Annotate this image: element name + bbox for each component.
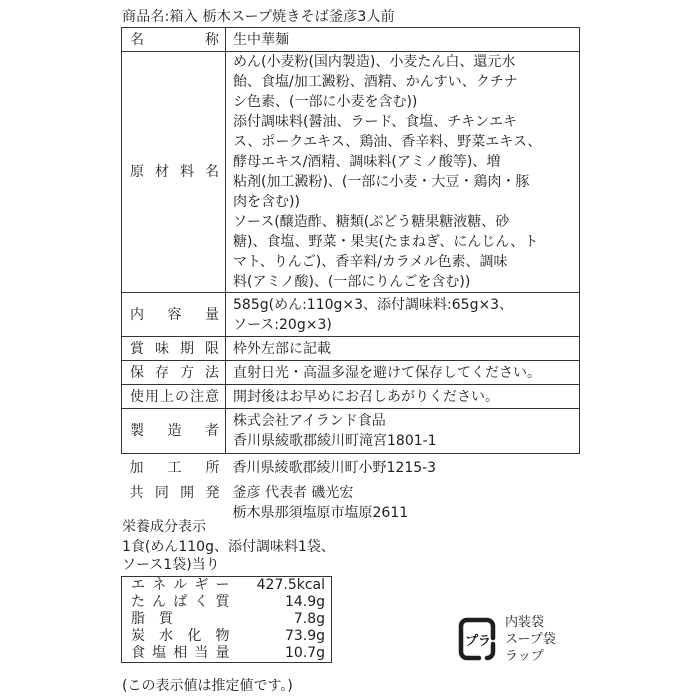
nutrient-value: 14.9g [284,594,325,610]
ingredients-seasoning [233,112,573,212]
nutrient-name: エネルギー [131,577,230,593]
nutrient-name: 食塩相当量 [131,645,230,661]
label-key: 保 存 方 法 [122,361,226,385]
label-row-joint-development [122,483,580,523]
label-key: 共 同 開 発 [129,484,220,501]
text-line: 釜彦 代表者 磯光宏 [232,484,354,501]
product-name: 商品名:箱入 栃木スープ焼きそば釜彦3人前 [122,9,395,25]
nutrient-name: たんぱく質 [131,594,230,610]
recycle-mark [457,614,556,665]
label-row-manufacturer [122,409,580,454]
text-line: 肉を含む)) [233,194,300,210]
nutrient-value: 427.5kcal [256,577,325,593]
nutrition-row [122,594,332,611]
text-line: 香川県綾歌郡綾川町滝宮1801-1 [233,433,437,449]
recycle-target: 内装袋 [505,615,545,630]
recycle-target-list [505,614,556,665]
label-value: 生中華麺 [226,28,580,52]
label-value: 開封後はお早めにお召しあがりください。 [226,385,580,409]
text-line: 1食(めん110g、添付調味料1袋、 [122,539,335,555]
recycle-target: ラップ [505,649,544,664]
label-row-best-before [122,337,580,361]
plastic-recycle-icon [457,614,501,664]
nutrition-basis [122,538,335,574]
text-line: 料(アミノ酸)、(一部にりんごを含む)) [233,274,471,290]
nutrient-name: 脂 質 [131,611,173,627]
text-line: 栃木県那須塩原市塩原2611 [232,504,409,521]
label-value: 香川県綾歌郡綾川町小野1215-3 [232,460,437,477]
text-line: 糖)、食塩、野菜・果実(たまねぎ、にんじん、ト [233,234,539,250]
label-key: 名 称 [122,28,226,52]
nutrition-row [122,611,332,628]
text-line: 添付調味料(醤油、ラード、食塩、チキンエキ [233,114,518,130]
nutrient-value: 10.7g [284,645,325,661]
text-line: 粘剤(加工澱粉)、(一部に小麦・大豆・鶏肉・豚 [233,174,530,190]
nutrition-heading: 栄養成分表示 [122,519,206,535]
text-line: シ色素、(一部に小麦を含む)) [233,94,418,110]
text-line: ス、ポークエキス、鶏油、香辛料、野菜エキス、 [233,134,542,150]
label-row-name [122,28,580,52]
text-line: 酵母エキス/酒精、調味料(アミノ酸等)、増 [233,154,501,170]
text-line: 585g(めん:110g×3、添付調味料:65g×3、 [233,296,514,313]
label-key: 使用上の注意 [122,385,226,409]
ingredients-noodles [233,52,573,112]
text-line: 飴、食塩/加工澱粉、酒精、かんすい、クチナ [233,74,518,90]
label-value: 直射日光・高温多湿を避けて保存してください。 [226,361,580,385]
nutrition-row [122,577,332,595]
nutrition-note: (この表示値は推定値です。) [122,678,293,694]
text-line: マト、りんご)、香辛料/カラメル色素、調味 [233,254,508,270]
nutrition-table [121,576,332,663]
label-key: 賞 味 期 限 [122,337,226,361]
label-key: 製 造 者 [122,409,226,454]
nutrition-row [122,645,332,663]
text-line: 株式会社アイランド食品 [233,413,386,429]
nutrition-row [122,628,332,645]
recycle-mark-text: プラ [464,634,492,649]
label-row-storage [122,361,580,385]
label-value: 枠外左部に記載 [226,337,580,361]
label-value [226,483,580,523]
label-row-ingredients [122,52,580,293]
food-label-table [121,27,580,523]
label-value [226,409,580,454]
label-key: 内 容 量 [122,293,226,337]
nutrient-value: 7.8g [293,611,325,627]
label-value [226,293,580,337]
recycle-target: スープ袋 [505,632,556,647]
label-key: 加 工 所 [129,460,220,477]
label-row-caution [122,385,580,409]
nutrient-value: 73.9g [284,628,325,644]
label-row-processing-plant [122,454,580,483]
text-line: めん(小麦粉(国内製造)、小麦たん白、還元水 [233,54,516,70]
text-line: ソース(醸造酢、糖類(ぶどう糖果糖液糖、砂 [233,214,510,230]
nutrient-name: 炭水化物 [131,628,230,644]
label-row-contents [122,293,580,337]
text-line: ソース:20g×3) [233,316,332,333]
ingredients-sauce [233,212,573,292]
label-value [226,52,580,293]
text-line: ソース1袋)当り [122,557,220,573]
label-key: 原 材 料 名 [122,52,226,293]
